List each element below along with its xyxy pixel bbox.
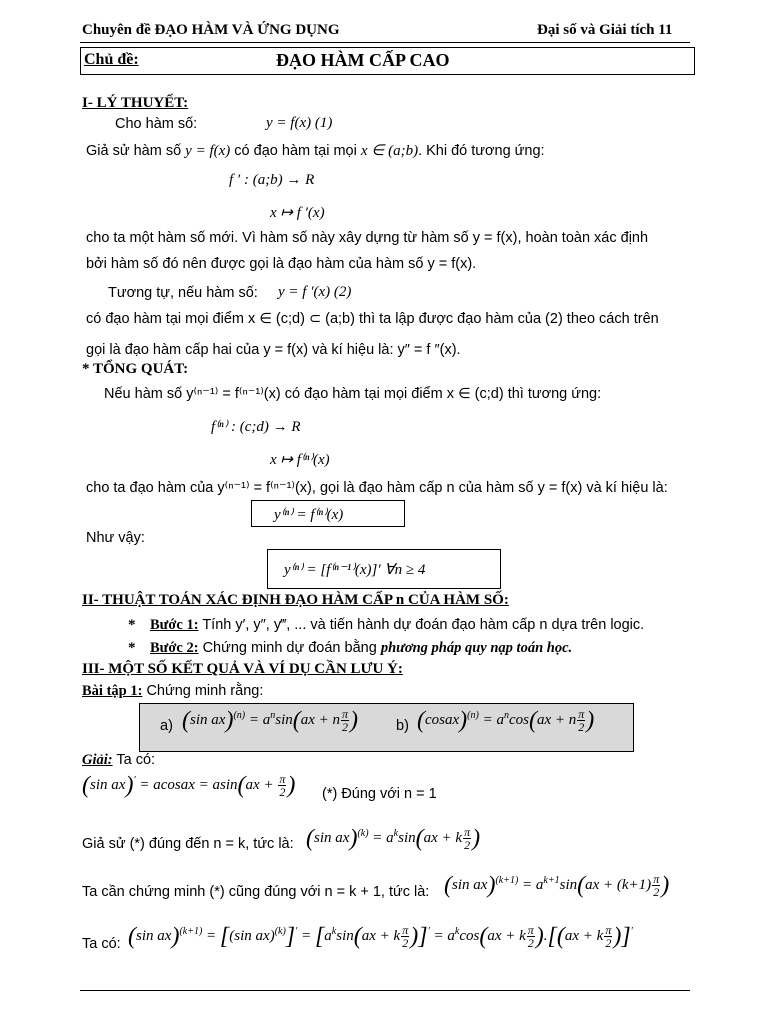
derivation-1: (sin ax)′ = acosax = asin(ax + $\frac{\pi}{2}$ ) bbox=[82, 772, 296, 799]
line4: bởi hàm số đó nên được gọi là đạo hàm của hàm số y = f(x). bbox=[86, 256, 477, 272]
step2 bbox=[150, 640, 572, 657]
assume-formula: (sin $ax)^{(k)} = a^k\sin(ax + k$ $\frac{\pi}{2}$ ) bbox=[306, 825, 481, 852]
have-formula: (sin ax)$^{(k+1)}$ = [(sin $ax)^{(k)}]' = [a^k\sin(ax + k$ $\frac{\pi}{2}$ )]$' = a^k\cos(ax + k$ $\frac{\pi}{2}$ ).[(ax + k $\frac{\pi}{2}$ )]′ bbox=[128, 923, 633, 950]
assume-text: Giả sử (*) đúng đến n = k, tức là: bbox=[82, 836, 294, 852]
step2-bold: phương pháp quy nạp toán học. bbox=[380, 640, 573, 656]
have-text: Ta có: bbox=[82, 936, 121, 952]
header-left: Chuyên đề ĐẠO HÀM VÀ ỨNG DỤNG bbox=[82, 22, 340, 38]
line2-a: Giả sử hàm số bbox=[86, 143, 186, 159]
exercise-label: Bài tập 1: bbox=[82, 683, 143, 699]
result-a-label: a) bbox=[160, 718, 173, 734]
line3: cho ta một hàm số mới. Vì hàm số này xây dựng từ hàm số y = f(x), hoàn toàn xác định bbox=[86, 230, 649, 246]
line1-text: Cho hàm số: bbox=[115, 116, 198, 132]
footer-rule bbox=[80, 990, 690, 991]
line6: có đạo hàm tại mọi điểm x ∈ (c;d) ⊂ (a;b) thì ta lập được đạo hàm của (2) theo cách trên bbox=[86, 311, 659, 327]
section1-heading: I- LÝ THUYẾT: bbox=[82, 95, 189, 111]
section2-heading: II- THUẬT TOÁN XÁC ĐỊNH ĐẠO HÀM CẤP n CỦA HÀM SỐ: bbox=[82, 592, 509, 608]
line2 bbox=[86, 141, 545, 160]
step1-text: Tính y′, y″, y‴, ... và tiến hành dự đoán đạo hàm cấp n dựa trên logic. bbox=[198, 617, 645, 633]
topic-label: Chủ đề: bbox=[84, 51, 139, 68]
step2-label: Bước 2: bbox=[150, 640, 199, 656]
solution-label: Giải: bbox=[82, 752, 113, 768]
result-b-label: b) bbox=[396, 718, 409, 734]
line2-b: có đạo hàm tại mọi bbox=[230, 143, 361, 159]
section3-heading: III- MỘT SỐ KẾT QUẢ VÀ VÍ DỤ CẦN LƯU Ý: bbox=[82, 661, 403, 677]
step2-bullet: * bbox=[128, 640, 136, 656]
line2-formula2: x ∈ (a;b) bbox=[360, 143, 419, 159]
nhu-vay: Như vậy: bbox=[86, 530, 145, 546]
line5-formula: y = f ′(x) (2) bbox=[278, 284, 352, 300]
exercise-text: Chứng minh rằng: bbox=[142, 683, 264, 699]
step1-label: Bước 1: bbox=[150, 617, 199, 633]
line2-c: . Khi đó tương ứng: bbox=[418, 143, 545, 159]
map-line-1: f ′ : (a;b) → R bbox=[229, 172, 315, 188]
map-line-2: x ↦ f ′(x) bbox=[270, 205, 325, 221]
header-right: Đại số và Giải tích 11 bbox=[537, 22, 673, 38]
exercise-line bbox=[82, 683, 263, 700]
map-line-4: x ↦ f⁽ⁿ⁾(x) bbox=[270, 452, 330, 468]
line9: cho ta đạo hàm của y⁽ⁿ⁻¹⁾ = f⁽ⁿ⁻¹⁾(x), gọi là đạo hàm cấp n của hàm số y = f(x) và kí hiệu là: bbox=[86, 480, 668, 496]
need-text: Ta cần chứng minh (*) cũng đúng với n = k + 1, tức là: bbox=[82, 884, 430, 900]
line1-formula: y = f(x) (1) bbox=[266, 115, 333, 131]
step1 bbox=[150, 617, 644, 634]
formula-box-1-text: y⁽ⁿ⁾ = f⁽ⁿ⁾(x) bbox=[274, 507, 344, 523]
need-formula: (sin $ax)^{(k+1)} = a^{k+1}\sin(ax + (k+1)$ $\frac{\pi}{2}$ ) bbox=[444, 872, 670, 899]
step2-text: Chứng minh dự đoán bằng bbox=[198, 640, 381, 656]
general-heading: * TỔNG QUÁT: bbox=[82, 361, 189, 377]
map-line-3: f⁽ⁿ⁾ : (c;d) → R bbox=[211, 419, 301, 435]
header-rule bbox=[80, 42, 690, 43]
result-a-formula: (sin $ax)^{(n)} = a^n\sin(ax + n$ $\frac{\pi}{2}$ ) bbox=[182, 707, 359, 734]
formula-box-2-text: y⁽ⁿ⁾ = [f⁽ⁿ⁻¹⁾(x)]′ ∀n ≥ 4 bbox=[284, 562, 426, 578]
verify-note: (*) Đúng với n = 1 bbox=[322, 786, 437, 802]
step1-bullet: * bbox=[128, 617, 136, 633]
line7: gọi là đạo hàm cấp hai của y = f(x) và kí hiệu là: y″ = f ″(x). bbox=[86, 342, 461, 358]
result-b-formula: (cosax)$^{(n)}$ = $a^n\cos(ax + n$ $\frac{\pi}{2}$ ) bbox=[417, 707, 595, 734]
line5-text: Tương tự, nếu hàm số: bbox=[108, 285, 258, 301]
solution-text: Ta có: bbox=[112, 752, 156, 768]
topic-title: ĐẠO HÀM CẤP CAO bbox=[276, 50, 450, 70]
line8: Nếu hàm số y⁽ⁿ⁻¹⁾ = f⁽ⁿ⁻¹⁾(x) có đạo hàm tại mọi điểm x ∈ (c;d) thì tương ứng: bbox=[104, 386, 602, 402]
line2-formula: y = f(x) bbox=[185, 143, 231, 159]
solution-line bbox=[82, 752, 155, 769]
